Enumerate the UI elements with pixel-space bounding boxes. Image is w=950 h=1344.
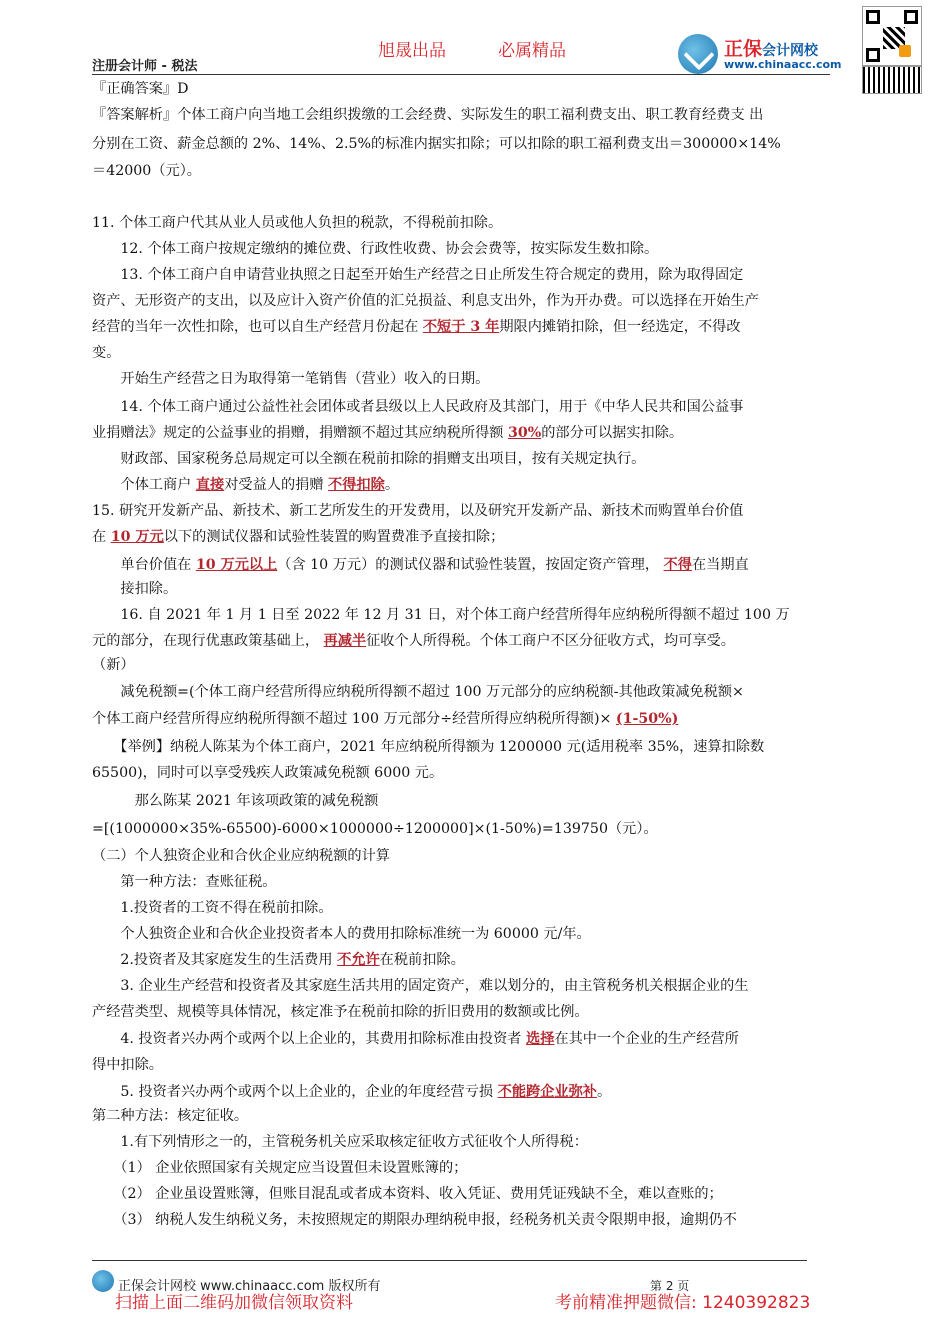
- text-line: [92, 1081, 611, 1101]
- text-line: [92, 1183, 723, 1203]
- text-segment: 接扣除。: [92, 581, 178, 597]
- text-segment: 在其中一个企业的生产经营所: [554, 1031, 739, 1047]
- text-segment: （二）个人独资企业和合伙企业应纳税额的计算: [92, 848, 390, 864]
- text-line: [92, 133, 781, 153]
- text-segment: ＝42000（元）。: [92, 163, 201, 179]
- slogan-right: 必属精品: [498, 41, 566, 61]
- text-segment: 11. 个体工商户代其从业人员或他人负担的税款，不得税前扣除。: [92, 215, 503, 231]
- text-segment: 产经营类型、规模等具体情况，核定准予在税前扣除的折旧费用的数额或比例。: [92, 1004, 589, 1020]
- text-line: [92, 1028, 739, 1048]
- text-line: [92, 604, 790, 624]
- footer-logo-icon: [92, 1270, 114, 1292]
- text-segment: 13. 个体工商户自申请营业执照之日起至开始生产经营之日止所发生符合规定的费用，除为取得固定: [92, 267, 744, 283]
- text-line: [92, 474, 399, 494]
- text-line: [92, 949, 465, 969]
- text-segment: 在: [92, 529, 111, 545]
- text-segment: 分别在工资、薪金总额的 2%、14%、2.5%的标准内据实扣除；可以扣除的职工福利费支出＝300000×14%: [92, 136, 781, 152]
- footer-copyright: 正保会计网校 www.chinaacc.com 版权所有: [118, 1279, 381, 1294]
- emphasis-text: 不得扣除: [328, 477, 385, 493]
- qr-code-icon: [862, 6, 922, 66]
- emphasis-text: 不得: [663, 557, 692, 573]
- text-segment: 【举例】纳税人陈某为个体工商户，2021 年应纳税所得额为 1200000 元(适用税率 35%，速算扣除数: [92, 739, 765, 755]
- text-segment: 12. 个体工商户按规定缴纳的摊位费、行政性收费、协会会费等，按实际发生数扣除。: [92, 241, 659, 257]
- text-line: [92, 975, 749, 995]
- text-line: [92, 342, 120, 362]
- emphasis-text: 选择: [526, 1031, 555, 1047]
- text-segment: 4. 投资者兴办两个或两个以上企业的，其费用扣除标准由投资者: [92, 1031, 526, 1047]
- text-line: [92, 500, 743, 520]
- text-segment: 征收个人所得税。个体工商户不区分征收方式，均可享受。: [366, 633, 735, 649]
- text-line: [92, 1131, 588, 1151]
- text-segment: 开始生产经营之日为取得第一笔销售（营业）收入的日期。: [92, 371, 490, 387]
- text-line: [92, 871, 276, 891]
- logo-url: www.chinaacc.com: [724, 58, 842, 71]
- school-logo: [678, 34, 858, 76]
- text-line: [92, 316, 741, 336]
- text-line: [92, 897, 333, 917]
- text-segment: 单台价值在: [92, 557, 196, 573]
- text-line: [92, 290, 759, 310]
- text-segment: 。: [596, 1084, 612, 1100]
- text-line: [92, 845, 390, 865]
- text-segment: 那么陈某 2021 年该项政策的减免税额: [92, 793, 379, 809]
- text-segment: 2.投资者及其家庭发生的生活费用: [92, 952, 338, 968]
- page-number: 第 2 页: [650, 1279, 690, 1293]
- text-segment: （3） 纳税人发生纳税义务，未按照规定的期限办理纳税申报，经税务机关责令限期申报，逾期仍不: [92, 1212, 737, 1228]
- text-segment: 第一种方法：查账征税。: [92, 874, 277, 890]
- emphasis-text: 不能跨企业弥补: [497, 1084, 597, 1100]
- emphasis-text: 10 万元以上: [195, 557, 278, 573]
- text-segment: 3. 企业生产经营和投资者及其家庭生活共用的固定资产，难以划分的，由主管税务机关根据企业的生: [92, 978, 749, 994]
- text-segment: 65500)，同时可以享受残疾人政策减免税额 6000 元。: [92, 765, 444, 781]
- text-segment: 的部分可以据实扣除。: [541, 425, 684, 441]
- text-segment: 『正确答案』D: [92, 81, 189, 97]
- text-segment: 以下的测试仪器和试验性装置的购置费准予直接扣除；: [163, 529, 505, 545]
- text-segment: 15. 研究开发新产品、新技术、新工艺所发生的开发费用，以及研究开发新产品、新技术而购置单台价值: [92, 503, 744, 519]
- text-line: [92, 708, 678, 728]
- text-segment: 14. 个体工商户通过公益性社会团体或者县级以上人民政府及其部门，用于《中华人民共和国公益事: [92, 399, 744, 415]
- emphasis-text: 30%: [507, 425, 542, 441]
- text-segment: 财政部、国家税务总局规定可以全额在税前扣除的捐赠支出项目，按有关规定执行。: [92, 451, 646, 467]
- emphasis-text: 直接: [195, 477, 225, 493]
- course-title: 注册会计师 - 税法: [92, 59, 198, 74]
- footer-divider: [92, 1260, 807, 1261]
- emphasis-text: 10 万元: [110, 529, 164, 545]
- text-segment: 个人独资企业和合伙企业投资者本人的费用扣除标准统一为 60000 元/年。: [92, 926, 591, 942]
- text-line: [92, 818, 658, 838]
- text-segment: （1） 企业依照国家有关规定应当设置但未设置账簿的；: [92, 1160, 468, 1176]
- text-line: [92, 790, 378, 810]
- text-segment: 变。: [92, 345, 121, 361]
- logo-name-main: 正保: [724, 38, 763, 60]
- logo-name-sub: 会计网校: [762, 43, 819, 59]
- text-segment: （2） 企业虽设置账簿，但账目混乱或者成本资料、收入凭证、费用凭证残缺不全，难以查账的；: [92, 1186, 723, 1202]
- text-line: [92, 1157, 467, 1177]
- text-line: [92, 104, 763, 124]
- text-segment: 在税前扣除。: [379, 952, 465, 968]
- text-segment: 1.投资者的工资不得在税前扣除。: [92, 900, 333, 916]
- text-segment: 期限内摊销扣除，但一经选定，不得改: [499, 319, 741, 335]
- text-line: [92, 578, 177, 598]
- text-line: [92, 160, 201, 180]
- text-line: [92, 762, 443, 782]
- barcode-icon: [862, 66, 922, 94]
- text-segment: 『答案解析』个体工商户向当地工会组织拨缴的工会经费、实际发生的职工福利费支出、职工教育经费支 出: [92, 107, 764, 123]
- text-line: [92, 212, 502, 232]
- header-divider: [92, 74, 830, 75]
- text-segment: 5. 投资者兴办两个或两个以上企业的，企业的年度经营亏损: [92, 1084, 498, 1100]
- text-line: [92, 681, 744, 701]
- text-line: [92, 1001, 589, 1021]
- text-segment: 第二种方法：核定征收。: [92, 1108, 249, 1124]
- emphasis-text: 不短于 3 年: [422, 319, 500, 335]
- text-segment: 。: [384, 477, 400, 493]
- text-segment: 个体工商户经营所得应纳税所得额不超过 100 万元部分÷经营所得应纳税所得额)×: [92, 711, 616, 727]
- text-line: [92, 1209, 737, 1229]
- text-segment: 在当期直: [691, 557, 749, 573]
- text-line: [92, 630, 735, 650]
- text-segment: =[(1000000×35%-65500)-6000×1000000÷1200000]×(1-50%)=139750（元）。: [92, 821, 658, 837]
- text-segment: 经营的当年一次性扣除，也可以自生产经营月份起在: [92, 319, 423, 335]
- text-line: [92, 78, 189, 98]
- text-line: [92, 923, 591, 943]
- promo-left: 扫描上面二维码加微信领取资料: [115, 1293, 353, 1313]
- text-line: [92, 422, 683, 442]
- text-line: [92, 396, 743, 416]
- text-line: [92, 654, 135, 674]
- text-segment: 个体工商户: [92, 477, 196, 493]
- text-line: [92, 736, 764, 756]
- logo-mark-icon: [678, 34, 718, 74]
- emphasis-text: (1-50%): [615, 711, 679, 727]
- text-line: [92, 1105, 248, 1125]
- text-line: [92, 1054, 163, 1074]
- text-segment: （含 10 万元）的测试仪器和试验性装置，按固定资产管理，: [277, 557, 664, 573]
- text-line: [92, 526, 504, 546]
- text-segment: 1.有下列情形之一的，主管税务机关应采取核定征收方式征收个人所得税：: [92, 1134, 588, 1150]
- logo-name: [724, 34, 818, 61]
- promo-right: 考前精准押题微信: 1240392823: [555, 1293, 811, 1313]
- text-segment: 元的部分，在现行优惠政策基础上，: [92, 633, 324, 649]
- text-segment: 减免税额=(个体工商户经营所得应纳税所得额不超过 100 万元部分的应纳税额-其他政策减免税额×: [92, 684, 744, 700]
- text-segment: 对受益人的捐赠: [224, 477, 329, 493]
- text-line: [92, 448, 645, 468]
- text-segment: 业捐赠法》规定的公益事业的捐赠，捐赠额不超过其应纳税所得额: [92, 425, 508, 441]
- emphasis-text: 不允许: [337, 952, 380, 968]
- text-segment: 资产、无形资产的支出，以及应计入资产价值的汇兑损益、利息支出外，作为开办费。可以选择在开始生产: [92, 293, 759, 309]
- text-segment: （新）: [92, 657, 135, 673]
- text-line: [92, 264, 743, 284]
- slogan-left: 旭晟出品: [378, 41, 446, 61]
- text-line: [92, 368, 489, 388]
- text-line: [92, 238, 658, 258]
- emphasis-text: 再减半: [323, 633, 367, 649]
- text-line: [92, 554, 749, 574]
- text-segment: 16. 自 2021 年 1 月 1 日至 2022 年 12 月 31 日，对个体工商户经营所得年应纳税所得额不超过 100 万: [92, 607, 790, 623]
- text-segment: 得中扣除。: [92, 1057, 163, 1073]
